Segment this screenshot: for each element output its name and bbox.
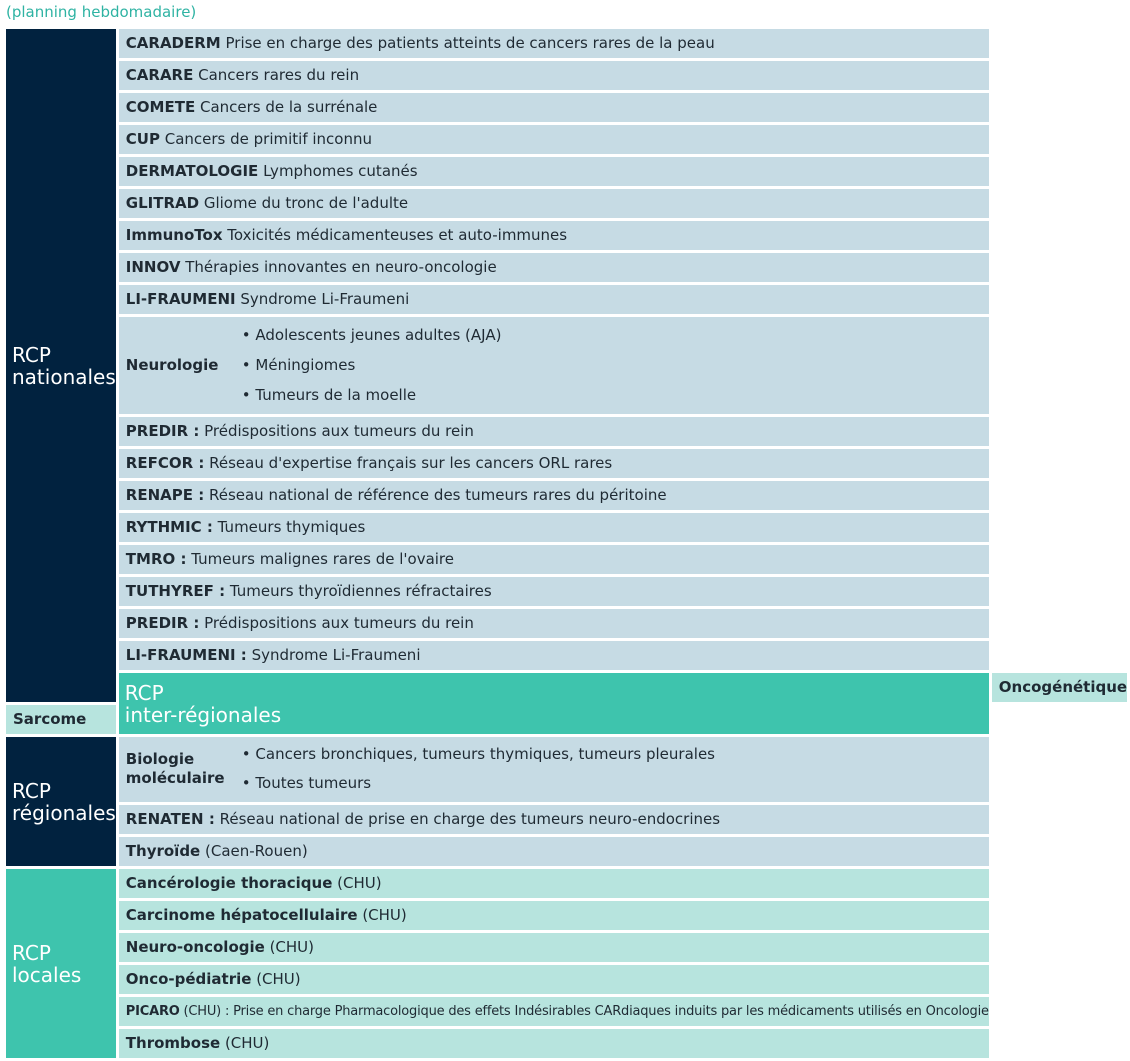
list-item: TUTHYREF : Tumeurs thyroïdiennes réfractaires xyxy=(119,577,989,606)
category-nationales: RCP nationales xyxy=(6,29,116,702)
sub-item: • Adolescents jeunes adultes (AJA) xyxy=(241,326,502,344)
list-item: PREDIR : Prédispositions aux tumeurs du rein xyxy=(119,609,989,638)
table-row xyxy=(6,673,1127,702)
neurologie-label: Neurologie xyxy=(125,355,219,374)
list-item: Neuro-oncologie (CHU) xyxy=(119,933,989,962)
list-item: Carcinome hépatocellulaire (CHU) xyxy=(119,901,989,930)
rcp-table xyxy=(3,26,1130,1061)
category-locales: RCP locales xyxy=(6,869,116,1058)
planning-caption: (planning hebdomadaire) xyxy=(6,3,197,21)
biologie-sublist xyxy=(242,740,715,798)
list-item: COMETE Cancers de la surrénale xyxy=(119,93,989,122)
list-item: Sarcome xyxy=(6,705,116,734)
table-row xyxy=(6,737,1127,802)
list-item: DERMATOLOGIE Lymphomes cutanés xyxy=(119,157,989,186)
list-item: CARARE Cancers rares du rein xyxy=(119,61,989,90)
list-item: PREDIR : Prédispositions aux tumeurs du rein xyxy=(119,417,989,446)
list-item: TMRO : Tumeurs malignes rares de l'ovaire xyxy=(119,545,989,574)
list-item: LI-FRAUMENI Syndrome Li-Fraumeni xyxy=(119,285,989,314)
list-item: Oncogénétique xyxy=(992,673,1127,702)
list-item: GLITRAD Gliome du tronc de l'adulte xyxy=(119,189,989,218)
category-interregionales: RCP inter-régionales xyxy=(119,673,989,734)
list-item: RENAPE : Réseau national de référence des tumeurs rares du péritoine xyxy=(119,481,989,510)
sub-item: • Cancers bronchiques, tumeurs thymiques, tumeurs pleurales xyxy=(241,745,715,763)
list-item: REFCOR : Réseau d'expertise français sur les cancers ORL rares xyxy=(119,449,989,478)
table-row xyxy=(6,869,1127,898)
sub-item: • Méningiomes xyxy=(241,356,356,374)
list-item: Cancérologie thoracique (CHU) xyxy=(119,869,989,898)
list-item: Thrombose (CHU) xyxy=(119,1029,989,1058)
list-item: PICARO (CHU) : Prise en charge Pharmacologique des effets Indésirables CARdiaques induits par les médicaments utilisés en Oncologie xyxy=(119,997,989,1026)
category-regionales: RCP régionales xyxy=(6,737,116,866)
list-item: CARADERM Prise en charge des patients atteints de cancers rares de la peau xyxy=(119,29,989,58)
neurologie-sublist xyxy=(242,320,502,410)
biologie-group xyxy=(119,737,989,802)
list-item: CUP Cancers de primitif inconnu xyxy=(119,125,989,154)
list-item: ImmunoTox Toxicités médicamenteuses et auto-immunes xyxy=(119,221,989,250)
list-item: RYTHMIC : Tumeurs thymiques xyxy=(119,513,989,542)
list-item: LI-FRAUMENI : Syndrome Li-Fraumeni xyxy=(119,641,989,670)
list-item: INNOV Thérapies innovantes en neuro-oncologie xyxy=(119,253,989,282)
sub-item: • Toutes tumeurs xyxy=(241,774,372,792)
list-item: RENATEN : Réseau national de prise en charge des tumeurs neuro-endocrines xyxy=(119,805,989,834)
neurologie-group xyxy=(119,317,989,414)
list-item: Thyroïde (Caen-Rouen) xyxy=(119,837,989,866)
sub-item: • Tumeurs de la moelle xyxy=(241,386,417,404)
table-row xyxy=(6,29,1127,58)
biologie-label: Biologie moléculaire xyxy=(125,750,225,787)
list-item: Onco-pédiatrie (CHU) xyxy=(119,965,989,994)
